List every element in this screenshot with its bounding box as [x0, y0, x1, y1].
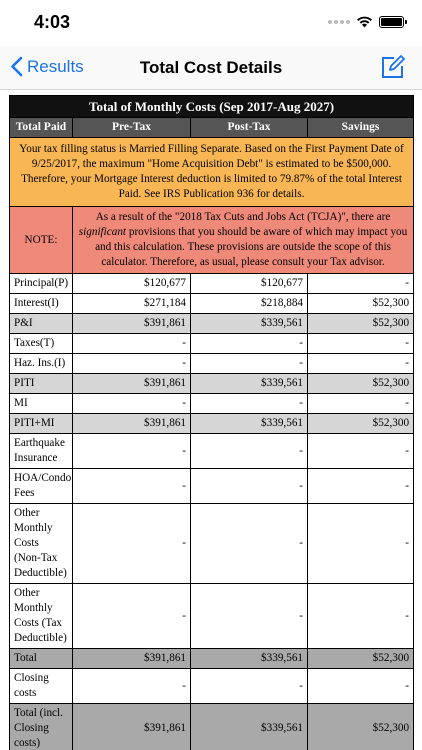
back-button-label: Results	[27, 56, 84, 76]
post-tax-value: $339,561	[191, 314, 308, 334]
row-label: Earthquake Insurance	[10, 434, 73, 469]
status-icons	[328, 16, 404, 28]
pre-tax-value: $120,677	[73, 274, 191, 294]
savings-value: -	[308, 334, 414, 354]
table-row	[10, 354, 414, 374]
table-title: Total of Monthly Costs (Sep 2017-Aug 2027)	[10, 96, 414, 118]
post-tax-value: -	[191, 334, 308, 354]
pre-tax-value: $391,861	[73, 314, 191, 334]
post-tax-value: -	[191, 469, 308, 504]
row-label: Taxes(T)	[10, 334, 73, 354]
column-header: Post-Tax	[191, 118, 308, 138]
total-cost-table	[9, 95, 414, 750]
note-text-end: provisions that you should be aware of which may impact you and this calculation. These provisions are outside the scope of this calculator. Therefore, as usual, please consult your Tax advisor.	[95, 226, 408, 268]
tcja-note-text	[73, 207, 414, 274]
savings-value: -	[308, 434, 414, 469]
post-tax-value: -	[191, 669, 308, 704]
note-text-start: As a result of the "2018 Tax Cuts and Jobs Act (TCJA)", there are	[95, 211, 391, 223]
table-row	[10, 294, 414, 314]
pre-tax-value: $391,861	[73, 414, 191, 434]
savings-value: -	[308, 394, 414, 414]
navigation-bar	[0, 46, 422, 90]
note-label: NOTE:	[10, 207, 73, 274]
row-label: PITI	[10, 374, 73, 394]
cost-details-content	[9, 95, 413, 750]
table-row	[10, 504, 414, 584]
row-label: Other Monthly Costs (Non-Tax Deductible)	[10, 504, 73, 584]
savings-value: $52,300	[308, 294, 414, 314]
note-emphasis: significant	[78, 226, 127, 238]
pre-tax-value: -	[73, 469, 191, 504]
column-header: Total Paid	[10, 118, 73, 138]
pre-tax-value: -	[73, 434, 191, 469]
savings-value: $52,300	[308, 374, 414, 394]
row-label: HOA/Condo Fees	[10, 469, 73, 504]
savings-value: -	[308, 584, 414, 649]
savings-value: -	[308, 469, 414, 504]
pre-tax-value: -	[73, 334, 191, 354]
pre-tax-value: $391,861	[73, 649, 191, 669]
pre-tax-value: $271,184	[73, 294, 191, 314]
savings-value: $52,300	[308, 314, 414, 334]
column-header: Pre-Tax	[73, 118, 191, 138]
pre-tax-value: $391,861	[73, 374, 191, 394]
savings-value: $52,300	[308, 704, 414, 750]
post-tax-value: -	[191, 504, 308, 584]
pre-tax-value: -	[73, 354, 191, 374]
row-label: Closing costs	[10, 669, 73, 704]
row-label: Interest(I)	[10, 294, 73, 314]
back-button[interactable]	[10, 56, 84, 77]
savings-value: -	[308, 354, 414, 374]
table-row	[10, 334, 414, 354]
savings-value: -	[308, 274, 414, 294]
battery-icon	[379, 16, 404, 28]
row-label: Total (incl. Closing costs)	[10, 704, 73, 750]
savings-value: $52,300	[308, 649, 414, 669]
savings-value: -	[308, 669, 414, 704]
table-row	[10, 274, 414, 294]
page-title: Total Cost Details	[139, 58, 283, 77]
row-label: Total	[10, 649, 73, 669]
compose-icon[interactable]	[380, 54, 406, 80]
table-row	[10, 314, 414, 334]
pre-tax-value: $391,861	[73, 704, 191, 750]
post-tax-value: $339,561	[191, 649, 308, 669]
post-tax-value: $339,561	[191, 414, 308, 434]
table-row	[10, 649, 414, 669]
table-row	[10, 584, 414, 649]
status-bar	[0, 0, 422, 46]
pre-tax-value: -	[73, 584, 191, 649]
post-tax-value: -	[191, 584, 308, 649]
tax-info-message: Your tax filling status is Married Filling Separate. Based on the First Payment Date of 9/25/2017, the maximum "Home Acquisition Debt" is estimated to be $500,000. Therefore, your Mortgage Interest deduction is limited to 79.87% of the total Interest Paid. See IRS Publication 936 for details.	[10, 138, 414, 207]
post-tax-value: -	[191, 434, 308, 469]
pre-tax-value: -	[73, 669, 191, 704]
table-row	[10, 414, 414, 434]
table-header-row	[10, 118, 414, 138]
row-label: Principal(P)	[10, 274, 73, 294]
table-row	[10, 669, 414, 704]
post-tax-value: $339,561	[191, 374, 308, 394]
pre-tax-value: -	[73, 504, 191, 584]
note-row	[10, 207, 414, 274]
row-label: MI	[10, 394, 73, 414]
wifi-icon	[356, 16, 373, 28]
signal-dots-icon	[328, 20, 350, 24]
table-row	[10, 434, 414, 469]
post-tax-value: $218,884	[191, 294, 308, 314]
post-tax-value: $120,677	[191, 274, 308, 294]
row-label: PITI+MI	[10, 414, 73, 434]
column-header: Savings	[308, 118, 414, 138]
status-time: 4:03	[34, 12, 71, 32]
table-row	[10, 704, 414, 750]
row-label: P&I	[10, 314, 73, 334]
pre-tax-value: -	[73, 394, 191, 414]
savings-value: $52,300	[308, 414, 414, 434]
table-row	[10, 374, 414, 394]
table-row	[10, 469, 414, 504]
post-tax-value: $339,561	[191, 704, 308, 750]
row-label: Other Monthly Costs (Tax Deductible)	[10, 584, 73, 649]
table-row	[10, 394, 414, 414]
post-tax-value: -	[191, 394, 308, 414]
post-tax-value: -	[191, 354, 308, 374]
savings-value: -	[308, 504, 414, 584]
chevron-left-icon	[10, 56, 23, 77]
row-label: Haz. Ins.(I)	[10, 354, 73, 374]
